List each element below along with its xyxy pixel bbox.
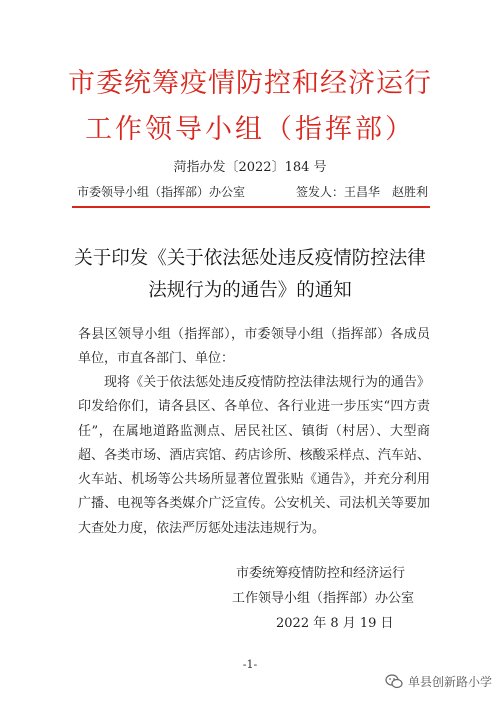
red-header-title-line2: 工作领导小组（指挥部） (85, 114, 415, 145)
source-watermark (385, 673, 492, 690)
notice-title-line2: 法规行为的通告》的通知 (148, 280, 352, 301)
notice-title-line1: 关于印发《关于依法惩处违反疫情防控法律 (74, 248, 426, 269)
closing-date: 2022 年 8 月 19 日 (276, 616, 394, 631)
page-number: -1- (242, 658, 258, 671)
wechat-icon (385, 674, 403, 689)
document-number: 菏指办发〔2022〕184 号 (173, 160, 327, 175)
watermark-text: 单县创新路小学 (408, 675, 493, 689)
signer: 签发人：王昌华 赵胜利 (296, 185, 429, 199)
issuing-office: 市委领导小组（指挥部）办公室 (77, 185, 246, 199)
red-header-title-line1: 市委统筹疫情防控和经济运行 (68, 68, 432, 99)
body-paragraph: 现将《关于依法惩处违反疫情防控法律法规行为的通告》印发给你们，请各县区、各单位、各行业进一步压实“四方责任”，在属地道路监测点、居民社区、镇街（村居）、大型商超、各类市场、酒店宾馆、药店诊所、核酸采样点、汽车站、火车站、机场等公共场所显著位置张贴《通告》，并充分利用广播、电视等各类媒介广泛宣传。公安机关、司法机关等要加大查处力度，依法严厉惩处违法违规行为。 (78, 375, 430, 536)
addressee-paragraph: 各县区领导小组（指挥部），市委领导小组（指挥部）各成员单位，市直各部门、单位： (78, 327, 430, 367)
closing-org-line2: 工作领导小组（指挥部）办公室 (232, 591, 415, 606)
red-separator-line (72, 206, 430, 208)
closing-org-line1: 市委统筹疫情防控和经济运行 (236, 566, 406, 581)
